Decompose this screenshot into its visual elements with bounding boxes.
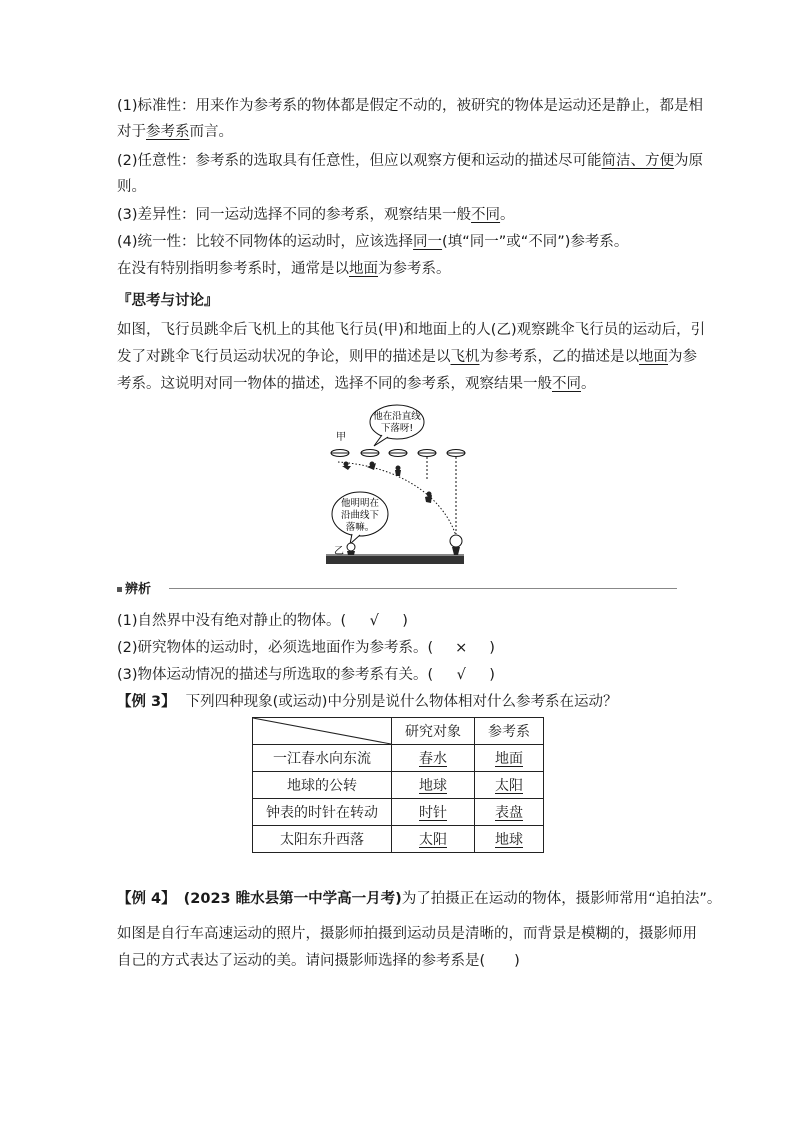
example-label: 【例 3】 <box>117 694 176 710</box>
text: 为参考系，乙的描述是以 <box>479 349 639 365</box>
table-cell: 太阳东升西落 <box>253 826 392 853</box>
think-line-3 <box>117 374 596 394</box>
example3-table <box>252 717 544 853</box>
example-label: 【例 4】 <box>117 891 176 907</box>
text: 为参考系。 <box>378 261 451 277</box>
table-cell: 表盘 <box>495 805 523 821</box>
bubble-top-line-2: 下落呀! <box>380 423 414 434</box>
judge-item-3 <box>117 665 495 685</box>
text: 发了对跳伞飞行员运动状况的争论，则甲的描述是以 <box>117 349 451 365</box>
source: (2023 睢水县第一中学高一月考) <box>183 891 402 907</box>
answer-underline: 不同 <box>552 376 581 392</box>
text: 。 <box>500 207 515 223</box>
table-cell: 太阳 <box>495 778 523 794</box>
paragraph-arbitrary-1 <box>117 151 703 171</box>
divider <box>169 588 677 589</box>
example3-question <box>117 692 617 712</box>
table-cell: 地球 <box>419 778 447 794</box>
cross-mark: × <box>455 640 468 656</box>
text: (3)物体运动情况的描述与所选取的参考系有关。( <box>117 667 434 683</box>
paragraph-standard-1 <box>117 96 703 116</box>
text: 而言。 <box>189 124 233 140</box>
text: 如图是自行车高速运动的照片，摄影师拍摄到运动员是清晰的，而背景是模糊的，摄影师用 <box>117 926 697 942</box>
bubble-bottom-line-3: 落嘛。 <box>345 522 375 533</box>
answer-underline: 地面 <box>349 261 378 277</box>
text: 如图，飞行员跳伞后飞机上的其他飞行员(甲)和地面上的人(乙)观察跳伞飞行员的运动后，引 <box>117 322 706 338</box>
text: (2)任意性：参考系的选取具有任意性，但应以观察方便和运动的描述尽可能 <box>117 153 602 169</box>
text: (1)标准性：用来作为参考系的物体都是假定不动的，被研究的物体是运动还是静止，都是相 <box>117 98 704 114</box>
table-cell: 时针 <box>419 805 447 821</box>
example4-question <box>117 889 721 909</box>
airplanes <box>331 450 465 457</box>
check-mark: √ <box>456 667 466 683</box>
paragraph-difference <box>117 205 515 225</box>
table-row <box>253 772 544 799</box>
table-cell: 地面 <box>495 751 523 767</box>
example4-line-3 <box>117 951 520 971</box>
table-cell: 地球的公转 <box>253 772 392 799</box>
analysis-separator <box>117 578 677 598</box>
answer-underline: 不同 <box>471 207 501 223</box>
parachute-figure <box>324 404 466 568</box>
think-heading: 『思考与讨论』 <box>117 293 219 309</box>
answer-underline: 地面 <box>639 349 668 365</box>
text: ) <box>402 613 408 629</box>
ground <box>326 556 464 564</box>
table-cell: 太阳 <box>419 832 447 848</box>
text: 、 <box>630 153 646 169</box>
judge-item-1 <box>117 611 408 631</box>
table-cell: 一江春水向东流 <box>253 745 392 772</box>
text: 在没有特别指明参考系时，通常是以 <box>117 261 349 277</box>
text: (3)差异性：同一运动选择不同的参考系，观察结果一般 <box>117 207 472 223</box>
text: 。 <box>581 376 596 392</box>
judge-item-2 <box>117 638 495 658</box>
table-cell: 地球 <box>495 832 523 848</box>
text: (4)统一性：比较不同物体的运动时，应该选择 <box>117 234 414 250</box>
table-header: 研究对象 <box>392 718 475 745</box>
table-row <box>253 745 544 772</box>
text: 自己的方式表达了运动的美。请问摄影师选择的参考系是( ) <box>117 953 520 969</box>
paragraph-arbitrary-2 <box>117 177 146 197</box>
diagonal-line <box>253 718 391 744</box>
label-jia: 甲 <box>336 432 346 443</box>
text: ) <box>489 640 495 656</box>
bubble-top-line-1: 他在沿直线 <box>373 411 421 422</box>
table-header: 参考系 <box>475 718 544 745</box>
answer-underline: 简洁 <box>601 153 631 169</box>
text: (1)自然界中没有绝对静止的物体。( <box>117 613 347 629</box>
table-header-row <box>253 718 544 745</box>
think-line-2 <box>117 347 697 367</box>
text: 为原 <box>674 153 704 169</box>
text: (2)研究物体的运动时，必须选地面作为参考系。( <box>117 640 434 656</box>
answer-underline: 方便 <box>645 153 675 169</box>
analysis-label <box>117 578 151 597</box>
check-mark: √ <box>369 613 379 629</box>
text: 辨析 <box>125 582 152 597</box>
table-corner-cell <box>253 718 392 745</box>
answer-underline: 同一 <box>413 234 443 250</box>
text: 为参 <box>668 349 697 365</box>
paragraph-standard-2 <box>117 122 233 142</box>
text: 为了拍摄正在运动的物体，摄影师常用“追拍法”。 <box>401 891 722 907</box>
text: (填“同一”或“不同”)参考系。 <box>442 234 629 250</box>
answer-underline: 飞机 <box>450 349 480 365</box>
parachute-illustration <box>324 404 466 568</box>
text: 考系。这说明对同一物体的描述，选择不同的参考系，观察结果一般 <box>117 376 552 392</box>
table-row <box>253 799 544 826</box>
paragraph-unity <box>117 232 628 252</box>
square-icon <box>117 587 122 592</box>
text: 下列四种现象(或运动)中分别是说什么物体相对什么参考系在运动？ <box>185 694 618 710</box>
table-row <box>253 826 544 853</box>
think-line-1 <box>117 320 705 340</box>
bubble-bottom-line-1: 他明明在 <box>340 498 380 509</box>
label-yi: 乙 <box>334 546 344 557</box>
text: 对于 <box>117 124 146 140</box>
paragraph-default <box>117 259 451 279</box>
text: ) <box>489 667 495 683</box>
bubble-bottom-line-2: 沿曲线下 <box>340 510 380 521</box>
table-cell: 春水 <box>419 751 447 767</box>
table-cell: 钟表的时针在转动 <box>253 799 392 826</box>
example4-line-2 <box>117 924 697 944</box>
answer-underline: 参考系 <box>146 124 190 140</box>
text: 则。 <box>117 179 146 195</box>
